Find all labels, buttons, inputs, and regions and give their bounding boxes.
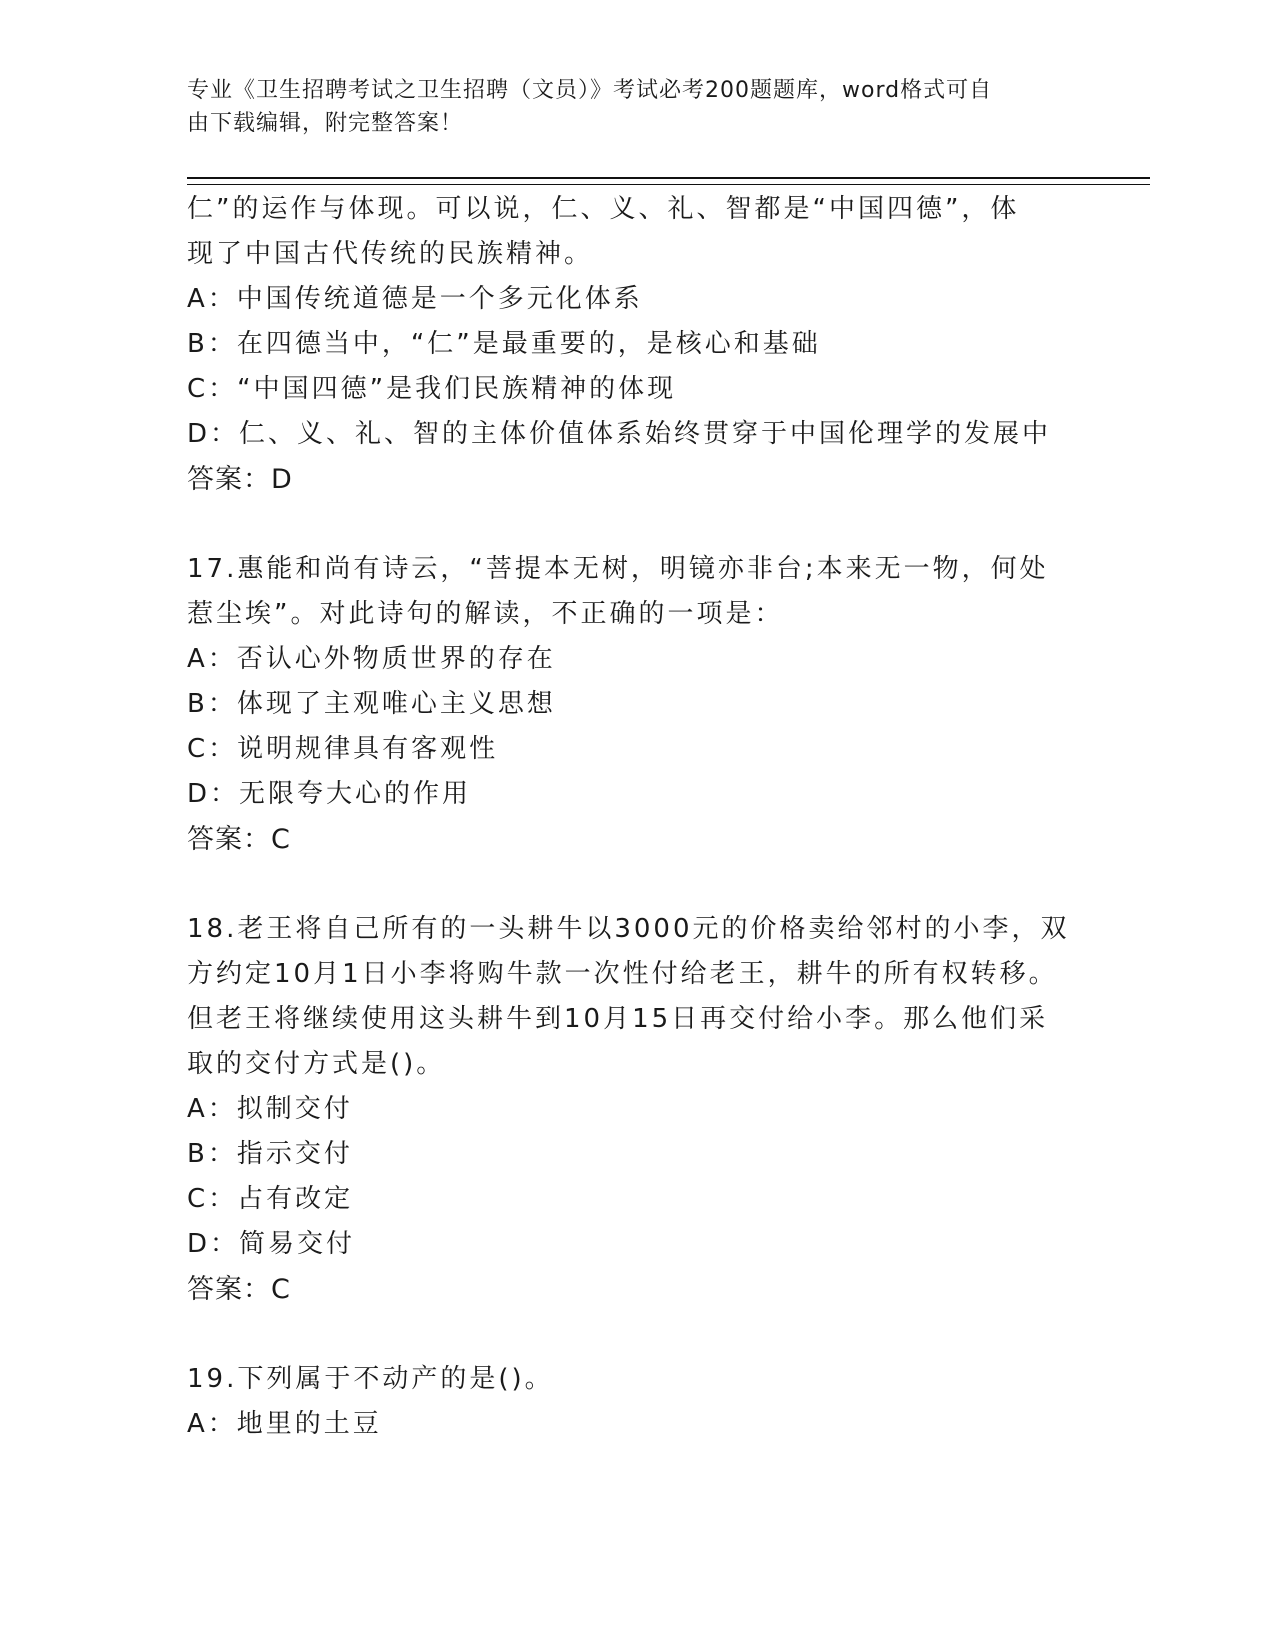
option-a: A：否认心外物质世界的存在 xyxy=(187,644,556,674)
option-a: A：地里的土豆 xyxy=(187,1409,382,1439)
option-c: C：“中国四德”是我们民族精神的体现 xyxy=(187,374,677,404)
question-text-line: 仁”的运作与体现。可以说，仁、义、礼、智都是“中国四德”，体 xyxy=(187,194,1020,224)
question-18 xyxy=(187,907,1070,1312)
option-c: C：说明规律具有客观性 xyxy=(187,734,499,764)
question-text-line: 18.老王将自己所有的一头耕牛以3000元的价格卖给邻村的小李，双 xyxy=(187,914,1070,944)
question-text-line: 取的交付方式是()。 xyxy=(187,1049,446,1079)
spacer xyxy=(187,862,1067,907)
option-c: C：占有改定 xyxy=(187,1184,354,1214)
option-b: B：指示交付 xyxy=(187,1139,353,1169)
answer-label: 答案：C xyxy=(187,1274,291,1305)
question-17 xyxy=(187,547,1067,862)
option-b: B：体现了主观唯心主义思想 xyxy=(187,689,556,719)
spacer xyxy=(187,502,1067,547)
question-text-line: 19.下列属于不动产的是()。 xyxy=(187,1364,554,1394)
header-line-2: 由下载编辑，附完整答案！ xyxy=(187,111,464,136)
header-line-1: 专业《卫生招聘考试之卫生招聘（文员）》考试必考200题题库，word格式可自 xyxy=(187,78,993,103)
question-text-line: 现了中国古代传统的民族精神。 xyxy=(187,239,594,269)
question-16-continuation xyxy=(187,187,1067,502)
question-text-line: 17.惠能和尚有诗云，“菩提本无树，明镜亦非台;本来无一物，何处 xyxy=(187,554,1049,584)
answer-label: 答案：D xyxy=(187,464,293,495)
option-d: D：无限夸大心的作用 xyxy=(187,779,472,809)
document-header xyxy=(187,74,1067,140)
option-a: A：中国传统道德是一个多元化体系 xyxy=(187,284,643,314)
question-19 xyxy=(187,1357,1067,1447)
option-d: D：简易交付 xyxy=(187,1229,356,1259)
option-a: A：拟制交付 xyxy=(187,1094,353,1124)
question-text-line: 方约定10月1日小李将购牛款一次性付给老王，耕牛的所有权转移。 xyxy=(187,959,1058,989)
question-text-line: 但老王将继续使用这头耕牛到10月15日再交付给小李。那么他们采 xyxy=(187,1004,1049,1034)
question-text-line: 惹尘埃”。对此诗句的解读，不正确的一项是： xyxy=(187,599,784,629)
option-b: B：在四德当中，“仁”是最重要的，是核心和基础 xyxy=(187,329,821,359)
spacer xyxy=(187,1312,1067,1357)
question-content xyxy=(187,187,1070,1447)
header-divider xyxy=(187,177,1150,185)
answer-label: 答案：C xyxy=(187,824,291,855)
option-d: D：仁、义、礼、智的主体价值体系始终贯穿于中国伦理学的发展中 xyxy=(187,419,1052,449)
